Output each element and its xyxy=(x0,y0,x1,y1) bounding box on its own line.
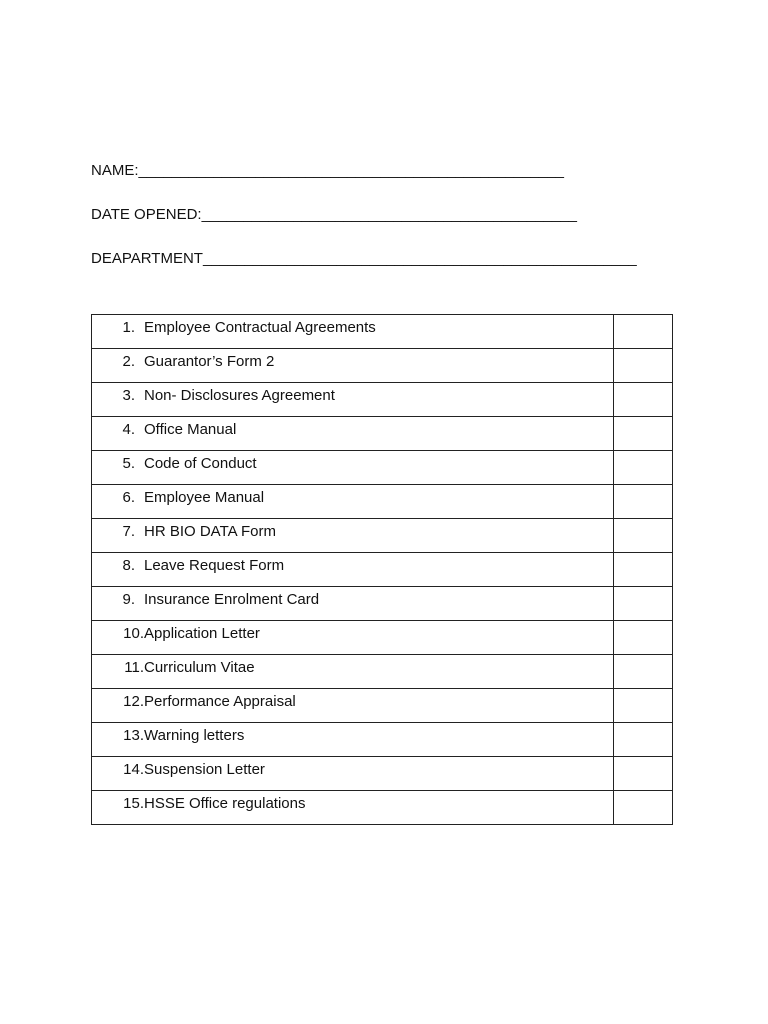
checklist-item xyxy=(92,791,613,813)
checklist-item-cell xyxy=(92,723,614,757)
checklist-item-label: Code of Conduct xyxy=(144,455,257,472)
checklist-item xyxy=(92,621,613,643)
checklist-item-cell xyxy=(92,621,614,655)
checklist-item-label: Employee Contractual Agreements xyxy=(144,319,376,336)
checklist-row xyxy=(92,485,673,519)
date-opened-field-line: DATE OPENED:_____________________________________________ xyxy=(91,206,577,223)
checklist-item-cell xyxy=(92,383,614,417)
checklist-row xyxy=(92,553,673,587)
checklist-tick-box[interactable] xyxy=(614,383,673,417)
checklist-item-label: Non- Disclosures Agreement xyxy=(144,387,335,404)
checklist-item-number: 7. xyxy=(122,523,135,540)
checklist-item-cell xyxy=(92,587,614,621)
checklist-item-number: 6. xyxy=(122,489,135,506)
checklist-row xyxy=(92,519,673,553)
checklist-item-label: Insurance Enrolment Card xyxy=(144,591,320,608)
checklist-tick-box[interactable] xyxy=(614,723,673,757)
checklist-tick-box[interactable] xyxy=(614,621,673,655)
checklist-row xyxy=(92,621,673,655)
department-field-line: DEAPARTMENT____________________________________________________ xyxy=(91,250,637,267)
checklist-row xyxy=(92,689,673,723)
checklist-item-label: Leave Request Form xyxy=(144,557,285,574)
checklist-item-number: 9. xyxy=(122,591,135,608)
checklist-item-label: Curriculum Vitae xyxy=(144,659,255,676)
checklist-item-label: HR BIO DATA Form xyxy=(144,523,276,540)
checklist-item xyxy=(92,383,613,405)
checklist-item-number: 1. xyxy=(122,319,135,336)
checklist-item xyxy=(92,723,613,745)
checklist-item-cell xyxy=(92,553,614,587)
checklist-item-cell xyxy=(92,689,614,723)
checklist-item xyxy=(92,485,613,507)
checklist-item-cell xyxy=(92,519,614,553)
checklist-item xyxy=(92,655,613,677)
checklist-item xyxy=(92,587,613,609)
checklist-item-cell xyxy=(92,451,614,485)
checklist-item-number: 11. xyxy=(124,659,144,676)
checklist-item-number: 2. xyxy=(122,353,135,370)
checklist-tick-box[interactable] xyxy=(614,485,673,519)
checklist-tick-box[interactable] xyxy=(614,791,673,825)
checklist-item xyxy=(92,757,613,779)
checklist-row xyxy=(92,451,673,485)
checklist-row xyxy=(92,587,673,621)
checklist-tick-box[interactable] xyxy=(614,655,673,689)
checklist-item-label: Application Letter xyxy=(144,625,260,642)
checklist-tick-box[interactable] xyxy=(614,417,673,451)
checklist-tick-box[interactable] xyxy=(614,553,673,587)
checklist-item-cell xyxy=(92,485,614,519)
checklist-row xyxy=(92,757,673,791)
checklist-item-cell xyxy=(92,655,614,689)
document-checklist-table xyxy=(91,314,673,825)
checklist-tick-box[interactable] xyxy=(614,689,673,723)
name-field-line: NAME:___________________________________________________ xyxy=(91,162,564,179)
checklist-body xyxy=(92,315,673,825)
checklist-item xyxy=(92,349,613,371)
checklist-item-number: 3. xyxy=(122,387,135,404)
checklist-row xyxy=(92,383,673,417)
checklist-item-label: Guarantor’s Form 2 xyxy=(144,353,275,370)
checklist-item xyxy=(92,689,613,711)
checklist-tick-box[interactable] xyxy=(614,451,673,485)
checklist-item xyxy=(92,451,613,473)
checklist-item-cell xyxy=(92,349,614,383)
checklist-item-number: 14. xyxy=(123,761,144,778)
checklist-row xyxy=(92,349,673,383)
checklist-tick-box[interactable] xyxy=(614,349,673,383)
checklist-item-number: 13. xyxy=(123,727,144,744)
checklist-item-cell xyxy=(92,315,614,349)
checklist-item-cell xyxy=(92,417,614,451)
checklist-item-number: 8. xyxy=(122,557,135,574)
checklist-item-label: Employee Manual xyxy=(144,489,265,506)
checklist-item-label: Warning letters xyxy=(144,727,245,744)
checklist-item-number: 5. xyxy=(122,455,135,472)
checklist-item-cell xyxy=(92,757,614,791)
checklist-row xyxy=(92,791,673,825)
checklist-tick-box[interactable] xyxy=(614,587,673,621)
checklist-item-cell xyxy=(92,791,614,825)
checklist-item-number: 4. xyxy=(122,421,135,438)
checklist-row xyxy=(92,655,673,689)
checklist-tick-box[interactable] xyxy=(614,519,673,553)
checklist-item xyxy=(92,553,613,575)
checklist-item xyxy=(92,417,613,439)
checklist-item-label: Suspension Letter xyxy=(144,761,265,778)
checklist-item-label: Office Manual xyxy=(144,421,237,438)
checklist-item-label: Performance Appraisal xyxy=(144,693,296,710)
checklist-item-label: HSSE Office regulations xyxy=(144,795,306,812)
checklist-row xyxy=(92,417,673,451)
checklist-tick-box[interactable] xyxy=(614,315,673,349)
checklist-row xyxy=(92,723,673,757)
checklist-item xyxy=(92,315,613,337)
checklist-item xyxy=(92,519,613,541)
checklist-item-number: 10. xyxy=(123,625,144,642)
checklist-row xyxy=(92,315,673,349)
checklist-item-number: 12. xyxy=(123,693,144,710)
checklist-item-number: 15. xyxy=(123,795,144,812)
checklist-tick-box[interactable] xyxy=(614,757,673,791)
